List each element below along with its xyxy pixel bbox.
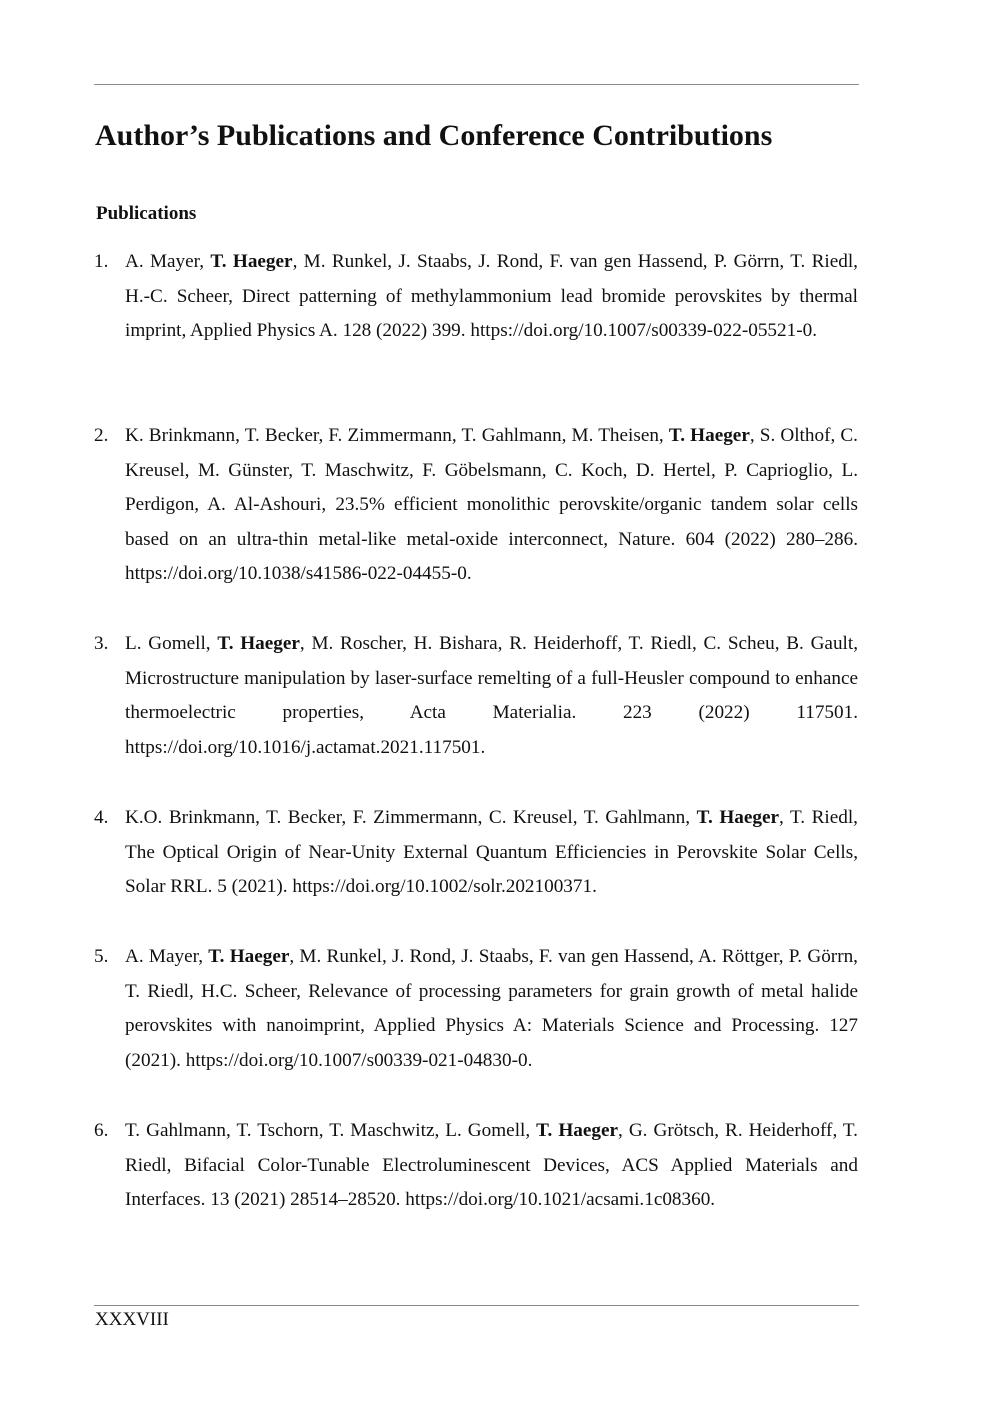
publication-number: 1.	[94, 251, 109, 272]
highlighted-author: T. Haeger	[217, 633, 300, 654]
citation-rest: , M. Runkel, J. Staabs, J. Rond, F. van gen Hassend, P. Görrn, T. Riedl, H.-C. Scheer, Direct patterning of methylammonium lead bromide perovskites by thermal imprint, Applied Physics A. 128 (2022) 399. https://doi.org/10.1007/s00339-022-05521-0.	[125, 251, 858, 342]
citation-rest: , M. Runkel, J. Rond, J. Staabs, F. van gen Hassend, A. Röttger, P. Görrn, T. Riedl, H.C. Scheer, Relevance of processing parameters for grain growth of metal halide perovskites with nanoimprint, Applied Physics A: Materials Science and Processing. 127 (2021). https://doi.org/10.1007/s00339-021-04830-0.	[125, 946, 858, 1071]
publication-citation	[125, 245, 858, 349]
publication-item	[94, 1114, 858, 1218]
publication-item	[94, 419, 858, 592]
publication-citation	[125, 940, 858, 1078]
citation-authors-before: K.O. Brinkmann, T. Becker, F. Zimmermann, C. Kreusel, T. Gahlmann,	[125, 807, 697, 828]
publication-number: 3.	[94, 633, 109, 654]
section-heading-publications: Publications	[96, 203, 197, 224]
highlighted-author: T. Haeger	[210, 251, 293, 272]
citation-authors-before: T. Gahlmann, T. Tschorn, T. Maschwitz, L. Gomell,	[125, 1120, 537, 1141]
page-title: Author’s Publications and Conference Contributions	[95, 119, 773, 152]
publication-item	[94, 245, 858, 349]
citation-rest: , S. Olthof, C. Kreusel, M. Günster, T. Maschwitz, F. Göbelsmann, C. Koch, D. Hertel, P. Caprioglio, L. Perdigon, A. Al-Ashouri, 23.5% efficient monolithic perovskite/organic tandem solar cells based on an ultra-thin metal-like metal-oxide interconnect, Nature. 604 (2022) 280–286. https://doi.org/10.1038/s41586-022-04455-0.	[125, 425, 858, 585]
publication-number: 5.	[94, 946, 109, 967]
citation-authors-before: L. Gomell,	[125, 633, 218, 654]
publication-citation	[125, 1114, 858, 1218]
publication-citation	[125, 627, 858, 765]
publication-item	[94, 801, 858, 905]
publication-number: 6.	[94, 1120, 109, 1141]
citation-rest: , M. Roscher, H. Bishara, R. Heiderhoff, T. Riedl, C. Scheu, B. Gault, Microstructure manipulation by laser-surface remelting of a full-Heusler compound to enhance thermoelectric properties, Acta Materialia. 223 (2022) 117501. https://doi.org/10.1016/j.actamat.2021.117501.	[125, 633, 858, 758]
publication-number: 4.	[94, 807, 109, 828]
highlighted-author: T. Haeger	[208, 946, 290, 967]
highlighted-author: T. Haeger	[696, 807, 779, 828]
publication-item	[94, 940, 858, 1078]
citation-authors-before: A. Mayer,	[125, 946, 209, 967]
highlighted-author: T. Haeger	[668, 425, 750, 446]
highlighted-author: T. Haeger	[536, 1120, 619, 1141]
page-number: XXXVIII	[95, 1309, 169, 1330]
publication-citation	[125, 419, 858, 592]
publication-number: 2.	[94, 425, 109, 446]
citation-authors-before: K. Brinkmann, T. Becker, F. Zimmermann, T. Gahlmann, M. Theisen,	[125, 425, 669, 446]
header-rule	[94, 84, 859, 85]
citation-authors-before: A. Mayer,	[125, 251, 211, 272]
citation-rest: , G. Grötsch, R. Heiderhoff, T. Riedl, Bifacial Color-Tunable Electroluminescent Devices, ACS Applied Materials and Interfaces. 13 (2021) 28514–28520. https://doi.org/10.1021/acsami.1c08360.	[125, 1120, 858, 1211]
publication-citation	[125, 801, 858, 905]
footer-rule	[94, 1305, 859, 1306]
publication-item	[94, 627, 858, 765]
citation-rest: , T. Riedl, The Optical Origin of Near-Unity External Quantum Efficiencies in Perovskite Solar Cells, Solar RRL. 5 (2021). https://doi.org/10.1002/solr.202100371.	[125, 807, 858, 898]
